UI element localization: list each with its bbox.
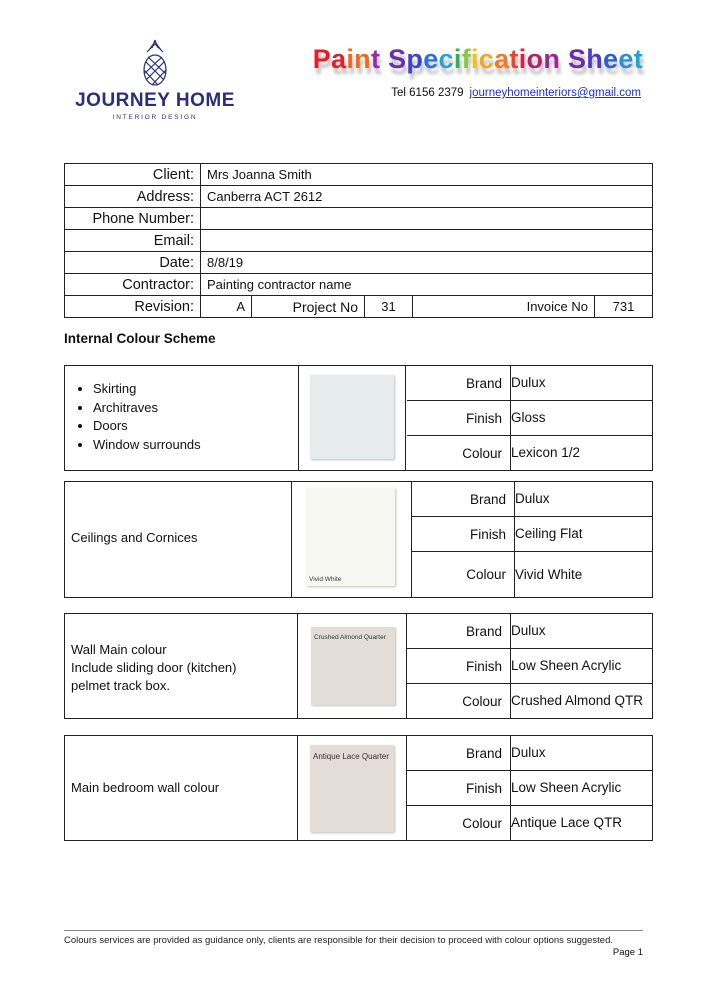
colour-row [411,552,652,597]
finish-row [407,649,652,684]
section-title: Internal Colour Scheme [64,331,216,346]
client-label: Client: [65,164,201,186]
title-letter: e [423,44,439,74]
swatch-label: Antique Lace Quarter [313,752,390,761]
list-item: • Architraves [93,399,292,418]
colour-row [407,436,652,470]
scheme-ceilings [64,481,653,598]
colour-label: Colour [407,684,511,718]
email-link[interactable]: journeyhomeinteriors@gmail.com [469,87,641,99]
description-line: Wall Main colour [71,642,167,657]
list-item: • Window surrounds [93,436,292,455]
colour-swatch [306,488,395,586]
colour-value: Lexicon 1/2 [511,445,581,460]
date-label: Date: [65,252,201,274]
swatch-cell [297,614,407,718]
colour-row [407,806,652,840]
spec-grid [411,482,652,597]
colour-label: Colour [407,436,511,470]
colour-swatch [310,375,394,459]
title-letter: i [453,44,462,74]
swatch-label: Vivid White [309,576,342,583]
scheme-description [65,614,298,718]
description-line: pelmet track box. [71,678,170,693]
title-letter [560,44,568,74]
title-letter: e [618,44,634,74]
project-label: Project No [252,296,365,318]
colour-label: Colour [407,806,511,840]
phone-number: Tel 6156 2379 [391,87,464,99]
contact-line [391,87,641,99]
sheet-title [313,44,643,75]
scheme-wall-main [64,613,653,719]
finish-label: Finish [411,517,515,551]
list-item: • Skirting [93,380,292,399]
list-item: • Doors [93,417,292,436]
title-letter: o [526,44,544,74]
scheme-description [65,736,298,840]
brand-row [407,366,652,401]
brand-label: Brand [411,482,515,516]
revision-value: A [201,296,252,318]
description-text: Ceilings and Cornices [71,530,198,545]
scheme-description [65,482,292,597]
swatch-label: Crushed Almond Quarter [314,634,386,641]
finish-label: Finish [407,401,511,435]
logo-subtitle: INTERIOR DESIGN [112,114,198,121]
footer-divider [64,930,643,931]
title-letter: a [331,44,347,74]
title-letter: t [370,44,381,74]
contractor-value: Painting contractor name [201,274,653,296]
swatch-cell [297,736,407,840]
project-value: 31 [365,296,413,318]
spec-grid [407,736,652,840]
phone-value [201,208,653,230]
title-letter: S [388,44,407,74]
title-letter: c [438,44,454,74]
brand-label: Brand [407,366,511,400]
title-letter: p [406,44,424,74]
title-letter: f [461,44,471,74]
spec-grid [407,614,652,718]
colour-swatch [311,627,395,705]
swatch-cell [298,366,406,470]
address-value: Canberra ACT 2612 [201,186,653,208]
brand-value: Dulux [511,623,546,638]
scheme-trim [64,365,653,471]
title-letter: n [543,44,561,74]
title-letter: t [633,44,643,74]
brand-label: Brand [407,736,511,770]
colour-value: Crushed Almond QTR [511,693,644,708]
revision-label: Revision: [65,296,201,318]
brand-row [407,736,652,771]
title-letter: t [509,44,519,74]
description-line: Include sliding door (kitchen) [71,660,237,675]
finish-row [407,771,652,806]
brand-label: Brand [407,614,511,648]
description-text: Main bedroom wall colour [71,780,220,795]
footer-disclaimer: Colours services are provided as guidance only, clients are responsible for their decision to proceed with colour options suggested. [64,935,614,946]
title-letter: S [567,44,587,74]
date-value: 8/8/19 [201,252,653,274]
colour-swatch [310,745,394,832]
email-value [201,230,653,252]
phone-label: Phone Number: [65,208,201,230]
brand-row [407,614,652,649]
colour-label: Colour [411,552,515,597]
finish-label: Finish [407,771,511,805]
title-letter [380,44,388,74]
trim-items-list [71,380,292,454]
title-letter: i [470,44,479,74]
pineapple-icon [138,38,172,88]
colour-row [407,684,652,718]
address-label: Address: [65,186,201,208]
finish-row [411,517,652,552]
scheme-description [65,366,299,470]
colour-value: Vivid White [515,566,583,582]
finish-label: Finish [407,649,511,683]
invoice-label: Invoice No [413,296,595,318]
brand-value: Dulux [511,375,546,390]
client-info-table [64,163,653,318]
invoice-value: 731 [595,296,653,318]
spec-grid [407,366,652,470]
client-value: Mrs Joanna Smith [201,164,653,186]
finish-value: Ceiling Flat [515,526,583,541]
title-letter: e [603,44,619,74]
company-logo [70,38,240,128]
title-letter: n [354,44,371,74]
finish-value: Low Sheen Acrylic [511,780,622,795]
title-letter: i [518,44,527,74]
title-letter: h [586,44,604,74]
contractor-label: Contractor: [65,274,201,296]
brand-value: Dulux [515,491,550,506]
page-number: Page 1 [612,947,643,958]
colour-value: Antique Lace QTR [511,815,623,830]
finish-row [407,401,652,436]
title-letter: a [494,44,510,74]
swatch-cell [291,482,412,597]
title-letter: P [312,44,332,74]
finish-value: Gloss [511,410,546,425]
brand-row [411,482,652,517]
title-letter: i [346,44,355,74]
email-label: Email: [65,230,201,252]
scheme-bedroom [64,735,653,841]
brand-value: Dulux [511,745,546,760]
logo-name: JOURNEY HOME [75,90,235,111]
title-letter: c [478,44,495,74]
finish-value: Low Sheen Acrylic [511,658,622,673]
